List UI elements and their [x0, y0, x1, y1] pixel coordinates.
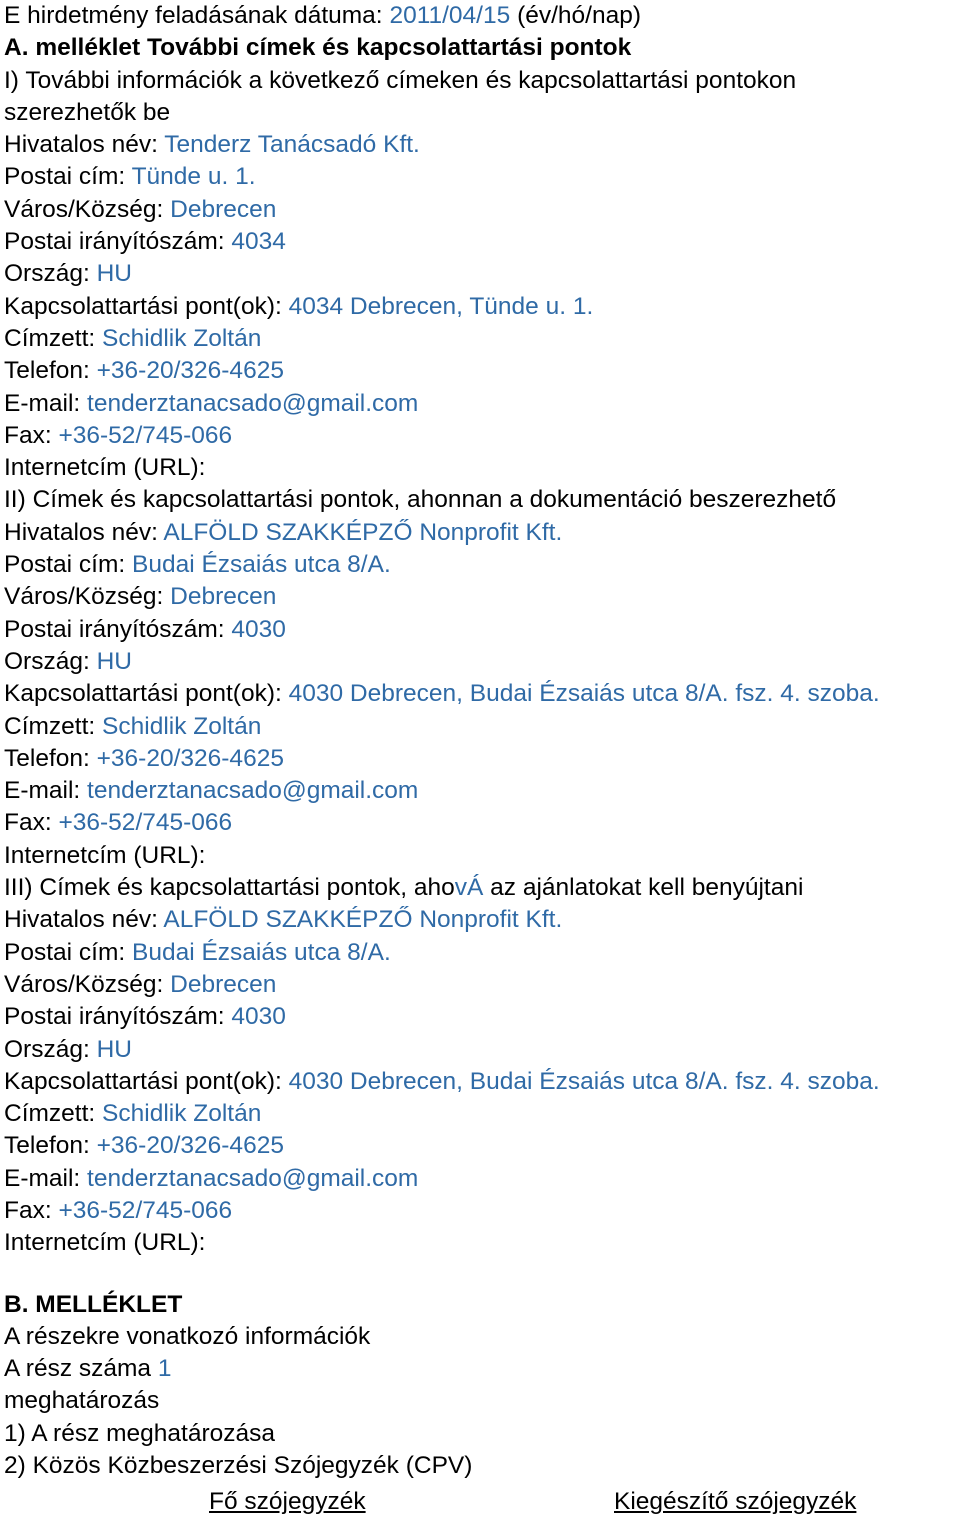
section1-city [4, 194, 960, 226]
field-label: Fax: [4, 421, 52, 449]
field-label: A rész száma [4, 1355, 152, 1383]
section2-email [4, 775, 960, 807]
section3-city [4, 969, 960, 1001]
field-value: +36-52/745-066 [58, 421, 233, 449]
supplementary-vocabulary-heading: Kiegészítő szójegyzék [614, 1488, 857, 1516]
field-label: Címzett: [4, 324, 96, 352]
field-label: Postai irányítószám: [4, 1003, 225, 1031]
field-value: Debrecen [170, 583, 277, 611]
field-label: Postai cím: [4, 551, 126, 579]
section1-url: Internetcím (URL): [4, 454, 206, 482]
field-value: Budai Ézsaiás utca 8/A. [132, 551, 391, 579]
annex-b-title: B. MELLÉKLET [4, 1290, 183, 1318]
field-value: +36-52/745-066 [58, 809, 233, 837]
field-label: Ország: [4, 260, 90, 288]
field-label: Kapcsolattartási pont(ok): [4, 680, 282, 708]
section1-email [4, 388, 960, 420]
spacer [4, 1260, 960, 1289]
field-value: +36-52/745-066 [58, 1196, 233, 1224]
field-label: Hivatalos név: [4, 518, 158, 546]
section1-postal-address [4, 161, 960, 193]
field-value: Tünde u. 1. [131, 163, 256, 191]
main-vocabulary-heading: Fő szójegyzék [209, 1488, 366, 1516]
field-label: Kapcsolattartási pont(ok): [4, 292, 282, 320]
section3-recipient [4, 1098, 960, 1130]
field-value: +36-20/326-4625 [96, 744, 284, 772]
section2-contact [4, 678, 960, 710]
section2-heading: II) Címek és kapcsolattartási pontok, ahonnan a dokumentáció beszerezhető [4, 486, 837, 514]
section2-phone [4, 743, 960, 775]
email-value: tenderztanacsado@gmail.com [87, 777, 419, 805]
field-label: Postai cím: [4, 938, 126, 966]
vocabulary-headers [4, 1482, 960, 1522]
field-value: ALFÖLD SZAKKÉPZŐ Nonprofit Kft. [163, 906, 563, 934]
field-value: 4030 [231, 615, 286, 643]
section3-country [4, 1034, 960, 1066]
field-label: Ország: [4, 647, 90, 675]
field-value: HU [96, 1035, 132, 1063]
field-label: Telefon: [4, 744, 90, 772]
section3-official-name [4, 904, 960, 936]
definition-label: meghatározás [4, 1387, 160, 1415]
field-value: 4030 [231, 1003, 286, 1031]
section2-recipient [4, 711, 960, 743]
heading-text: az ajánlatokat kell benyújtani [483, 874, 804, 902]
section1-recipient [4, 323, 960, 355]
field-label: Címzett: [4, 712, 96, 740]
field-label: Fax: [4, 809, 52, 837]
section3-phone [4, 1130, 960, 1162]
email-value: tenderztanacsado@gmail.com [87, 389, 419, 417]
notice-date-line [4, 0, 960, 32]
cpv-item: 2) Közös Közbeszerzési Szójegyzék (CPV) [4, 1452, 473, 1480]
field-value: Schidlik Zoltán [102, 712, 262, 740]
part-number [4, 1353, 960, 1385]
section2-zip [4, 614, 960, 646]
field-label: Postai irányítószám: [4, 228, 225, 256]
field-value: 1 [157, 1355, 172, 1383]
section3-zip [4, 1001, 960, 1033]
field-value: Budai Ézsaiás utca 8/A. [132, 938, 391, 966]
annex-a-prefix: A. [4, 34, 29, 62]
section2-url: Internetcím (URL): [4, 841, 206, 869]
section3-heading [4, 872, 960, 904]
field-label: Hivatalos név: [4, 906, 158, 934]
field-label: Fax: [4, 1196, 52, 1224]
field-label: Város/Község: [4, 970, 164, 998]
field-label: Ország: [4, 1035, 90, 1063]
field-label: Város/Község: [4, 195, 164, 223]
section3-url: Internetcím (URL): [4, 1229, 206, 1257]
section3-email [4, 1163, 960, 1195]
part-definition-item: 1) A rész meghatározása [4, 1419, 276, 1447]
section1-phone [4, 355, 960, 387]
field-label: Telefon: [4, 1132, 90, 1160]
field-label: Kapcsolattartási pont(ok): [4, 1067, 282, 1095]
field-label: E-mail: [4, 389, 81, 417]
annex-b-subtitle: A részekre vonatkozó információk [4, 1322, 371, 1350]
field-value: HU [96, 647, 132, 675]
field-value: +36-20/326-4625 [96, 357, 284, 385]
notice-date-label: E hirdetmény feladásának dátuma: [4, 2, 383, 29]
field-label: E-mail: [4, 777, 81, 805]
annex-a-title [4, 32, 960, 64]
field-value: HU [96, 260, 132, 288]
field-value: +36-20/326-4625 [96, 1132, 284, 1160]
section1-official-name [4, 129, 960, 161]
section1-fax [4, 420, 960, 452]
annex-a-title-text: melléklet További címek és kapcsolattartási pontok [35, 34, 632, 62]
field-value: 4030 Debrecen, Budai Ézsaiás utca 8/A. fsz. 4. szoba. [288, 680, 880, 708]
section1-contact [4, 291, 960, 323]
field-label: Telefon: [4, 357, 90, 385]
field-value: ALFÖLD SZAKKÉPZŐ Nonprofit Kft. [163, 518, 563, 546]
section3-postal-address [4, 937, 960, 969]
field-label: Postai cím: [4, 163, 126, 191]
field-value: Schidlik Zoltán [102, 324, 262, 352]
field-value: 4030 Debrecen, Budai Ézsaiás utca 8/A. fsz. 4. szoba. [288, 1067, 880, 1095]
email-value: tenderztanacsado@gmail.com [87, 1164, 419, 1192]
field-value: Debrecen [170, 195, 277, 223]
field-label: Város/Község: [4, 583, 164, 611]
section2-country [4, 646, 960, 678]
field-value: Tenderz Tanácsadó Kft. [164, 131, 420, 159]
section1-heading-cont: szerezhetők be [4, 98, 171, 126]
section2-fax [4, 807, 960, 839]
heading-mark: vÁ [454, 874, 484, 902]
field-value: 4034 [231, 228, 286, 256]
notice-date-suffix: (év/hó/nap) [517, 2, 641, 29]
field-value: 4034 Debrecen, Tünde u. 1. [288, 292, 594, 320]
field-label: Címzett: [4, 1100, 96, 1128]
section1-country [4, 258, 960, 290]
section2-official-name [4, 517, 960, 549]
field-value: Debrecen [170, 970, 277, 998]
section1-heading: I) További információk a következő címeken és kapcsolattartási pontokon [4, 66, 797, 94]
notice-date-value: 2011/04/15 [389, 2, 511, 29]
heading-text: III) Címek és kapcsolattartási pontok, aho [4, 874, 455, 902]
section1-zip [4, 226, 960, 258]
section3-fax [4, 1195, 960, 1227]
section2-postal-address [4, 549, 960, 581]
section3-contact [4, 1066, 960, 1098]
field-value: Schidlik Zoltán [102, 1100, 262, 1128]
section2-city [4, 581, 960, 613]
field-label: Postai irányítószám: [4, 615, 225, 643]
field-label: E-mail: [4, 1164, 81, 1192]
field-label: Hivatalos név: [4, 131, 158, 159]
